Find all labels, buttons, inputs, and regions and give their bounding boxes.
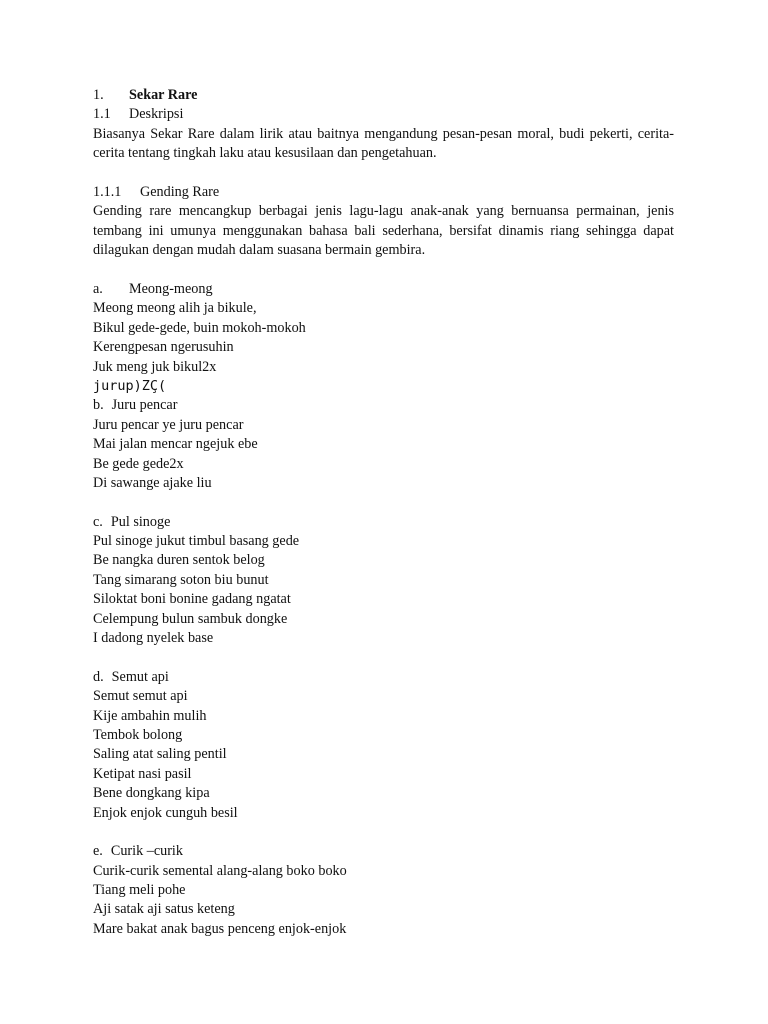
song-letter: b.: [93, 397, 104, 414]
lyric-line: Celempung bulun sambuk dongke: [93, 610, 288, 627]
song-title: Meong-meong: [129, 280, 213, 297]
gending-paragraph: Gending rare mencangkup berbagai jenis lagu-lagu anak-anak yang bernuansa permainan, jenis tembang ini umunya menggunakan bahasa bali sederhana, bersifat dinamis riang sehingga dapat dilagukan dengan mudah dalam suasana bermain gembira.: [93, 203, 674, 259]
lyric-line: Kerengpesan ngerusuhin: [93, 339, 234, 356]
lyric-line: Kije ambahin mulih: [93, 707, 207, 724]
lyric-line: I dadong nyelek base: [93, 630, 214, 647]
lyric-line: Di sawange ajake liu: [93, 474, 212, 491]
lyric-line: Meong meong alih ja bikule,: [93, 300, 257, 317]
lyric-line: Siloktat boni bonine gadang ngatat: [93, 591, 291, 608]
section-number: 1.: [93, 87, 104, 103]
song-heading-a: [93, 280, 674, 299]
song-letter: e.: [93, 843, 103, 860]
song-letter: a.: [93, 280, 103, 297]
spacer: [93, 164, 674, 183]
subsubsection-heading: [93, 183, 674, 202]
lyric-line: Saling atat saling pentil: [93, 746, 227, 763]
subsubsection-number: 1.1.1: [93, 183, 122, 200]
song-title: Pul sinoge: [110, 513, 171, 530]
lyric-line: Curik-curik semental alang-alang boko boko: [93, 862, 347, 879]
song-heading-b: [93, 396, 674, 415]
song-title: Curik –curik: [110, 843, 183, 860]
section-heading: [93, 86, 674, 105]
lyric-line: Juru pencar ye juru pencar: [93, 416, 244, 433]
document-page: [93, 86, 674, 939]
lyric-line: Bikul gede-gede, buin mokoh-mokoh: [93, 319, 306, 336]
spacer: [93, 261, 674, 280]
subsection-number: 1.1: [93, 106, 111, 123]
song-letter: c.: [93, 513, 103, 530]
lyric-line: Bene dongkang kipa: [93, 785, 210, 802]
lyric-line: Enjok enjok cunguh besil: [93, 804, 238, 821]
description-paragraph: Biasanya Sekar Rare dalam lirik atau baitnya mengandung pesan-pesan moral, budi pekerti, cerita-cerita tentang tingkah laku atau kesusilaan dan pengetahuan.: [93, 125, 674, 162]
song-letter: d.: [93, 668, 104, 685]
lyric-line: Aji satak aji satus keteng: [93, 901, 235, 918]
subsection-title: Deskripsi: [129, 106, 184, 123]
lyric-line: Be nangka duren sentok belog: [93, 552, 265, 569]
lyric-line: Pul sinoge jukut timbul basang gede: [93, 533, 300, 550]
lyric-line: Semut semut api: [93, 688, 188, 705]
section-title: Sekar Rare: [129, 87, 198, 103]
subsection-heading: [93, 105, 674, 124]
lyric-line: Tang simarang soton biu bunut: [93, 571, 269, 588]
spacer: [93, 648, 674, 667]
lyric-line: Tiang meli pohe: [93, 882, 186, 899]
song-title: Semut api: [111, 668, 169, 685]
lyric-line: Be gede gede2x: [93, 455, 184, 472]
song-heading-e: [93, 842, 674, 861]
garbled-text-line: jurup)ZÇ(: [93, 377, 167, 394]
lyric-line: Mare bakat anak bagus penceng enjok-enjok: [93, 920, 347, 937]
spacer: [93, 493, 674, 512]
subsubsection-title: Gending Rare: [140, 183, 220, 200]
song-title: Juru pencar: [111, 397, 178, 414]
song-heading-d: [93, 668, 674, 687]
lyric-line: Tembok bolong: [93, 726, 183, 743]
lyric-line: Juk meng juk bikul2x: [93, 358, 217, 375]
song-heading-c: [93, 513, 674, 532]
lyric-line: Mai jalan mencar ngejuk ebe: [93, 436, 258, 453]
spacer: [93, 823, 674, 842]
lyric-line: Ketipat nasi pasil: [93, 765, 192, 782]
